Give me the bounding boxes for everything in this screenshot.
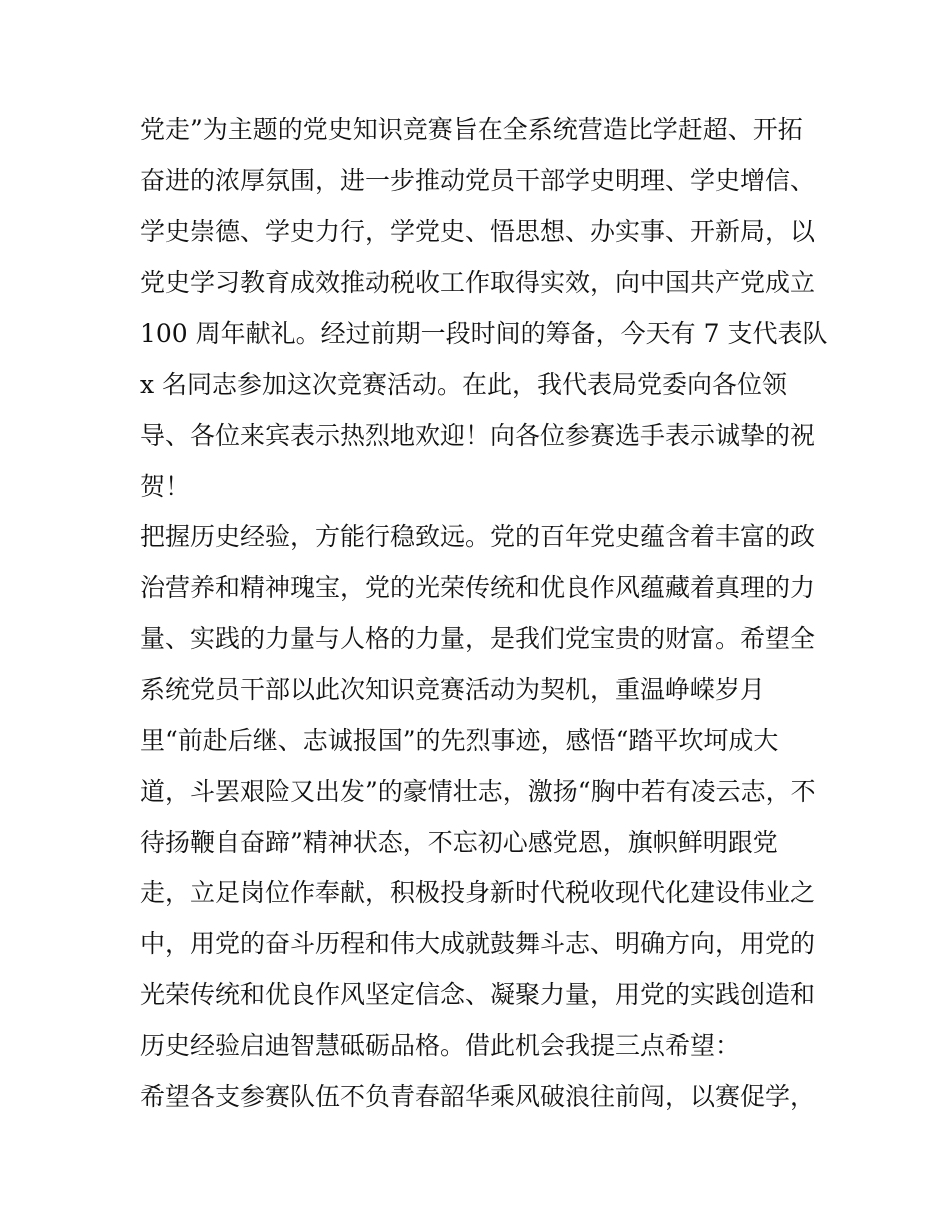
text-line: 治营养和精神瑰宝，党的光荣传统和优良作风蕴藏着真理的力 — [140, 573, 816, 602]
text-line: 导、各位来宾表示热烈地欢迎！向各位参赛选手表示诚挚的祝 — [140, 421, 816, 450]
text-line: 党史学习教育成效推动税收工作取得实效，向中国共产党成立 — [140, 268, 816, 297]
text-line: 光荣传统和优良作风坚定信念、凝聚力量，用党的实践创造和 — [140, 980, 816, 1009]
text-line: 系统党员干部以此次知识竞赛活动为契机，重温峥嵘岁月 — [140, 675, 766, 704]
text-line: 历史经验启迪智慧砥砺品格。借此机会我提三点希望： — [140, 1031, 741, 1060]
text-line: 奋进的浓厚氛围，进一步推动党员干部学史明理、学史增信、 — [140, 166, 816, 195]
text-line: 希望各支参赛队伍不负青春韶华乘风破浪往前闯，以赛促学， — [140, 1082, 816, 1111]
text-line: 走，立足岗位作奉献，积极投身新时代税收现代化建设伟业之 — [140, 878, 816, 907]
text-line: 100 周年献礼。经过前期一段时间的筹备，今天有 7 支代表队 — [140, 319, 828, 348]
text-line: x 名同志参加这次竞赛活动。在此，我代表局党委向各位领 — [140, 370, 788, 399]
text-line: 中，用党的奋斗历程和伟大成就鼓舞斗志、明确方向，用党的 — [140, 929, 816, 958]
text-line: 道，斗罢艰险又出发”的豪情壮志，激扬“胸中若有凌云志，不 — [140, 777, 816, 806]
text-line: 量、实践的力量与人格的力量，是我们党宝贵的财富。希望全 — [140, 624, 816, 653]
text-line: 里“前赴后继、志诚报国”的先烈事迹，感悟“踏平坎坷成大 — [140, 726, 779, 755]
text-line: 党走”为主题的党史知识竞赛旨在全系统营造比学赶超、开拓 — [140, 115, 803, 144]
text-line: 学史崇德、学史力行，学党史、悟思想、办实事、开新局，以 — [140, 217, 816, 246]
text-line: 贺！ — [140, 472, 191, 501]
text-line: 待扬鞭自奋蹄”精神状态，不忘初心感党恩，旗帜鲜明跟党 — [140, 828, 778, 857]
text-line: 把握历史经验，方能行稳致远。党的百年党史蕴含着丰富的政 — [140, 522, 816, 551]
